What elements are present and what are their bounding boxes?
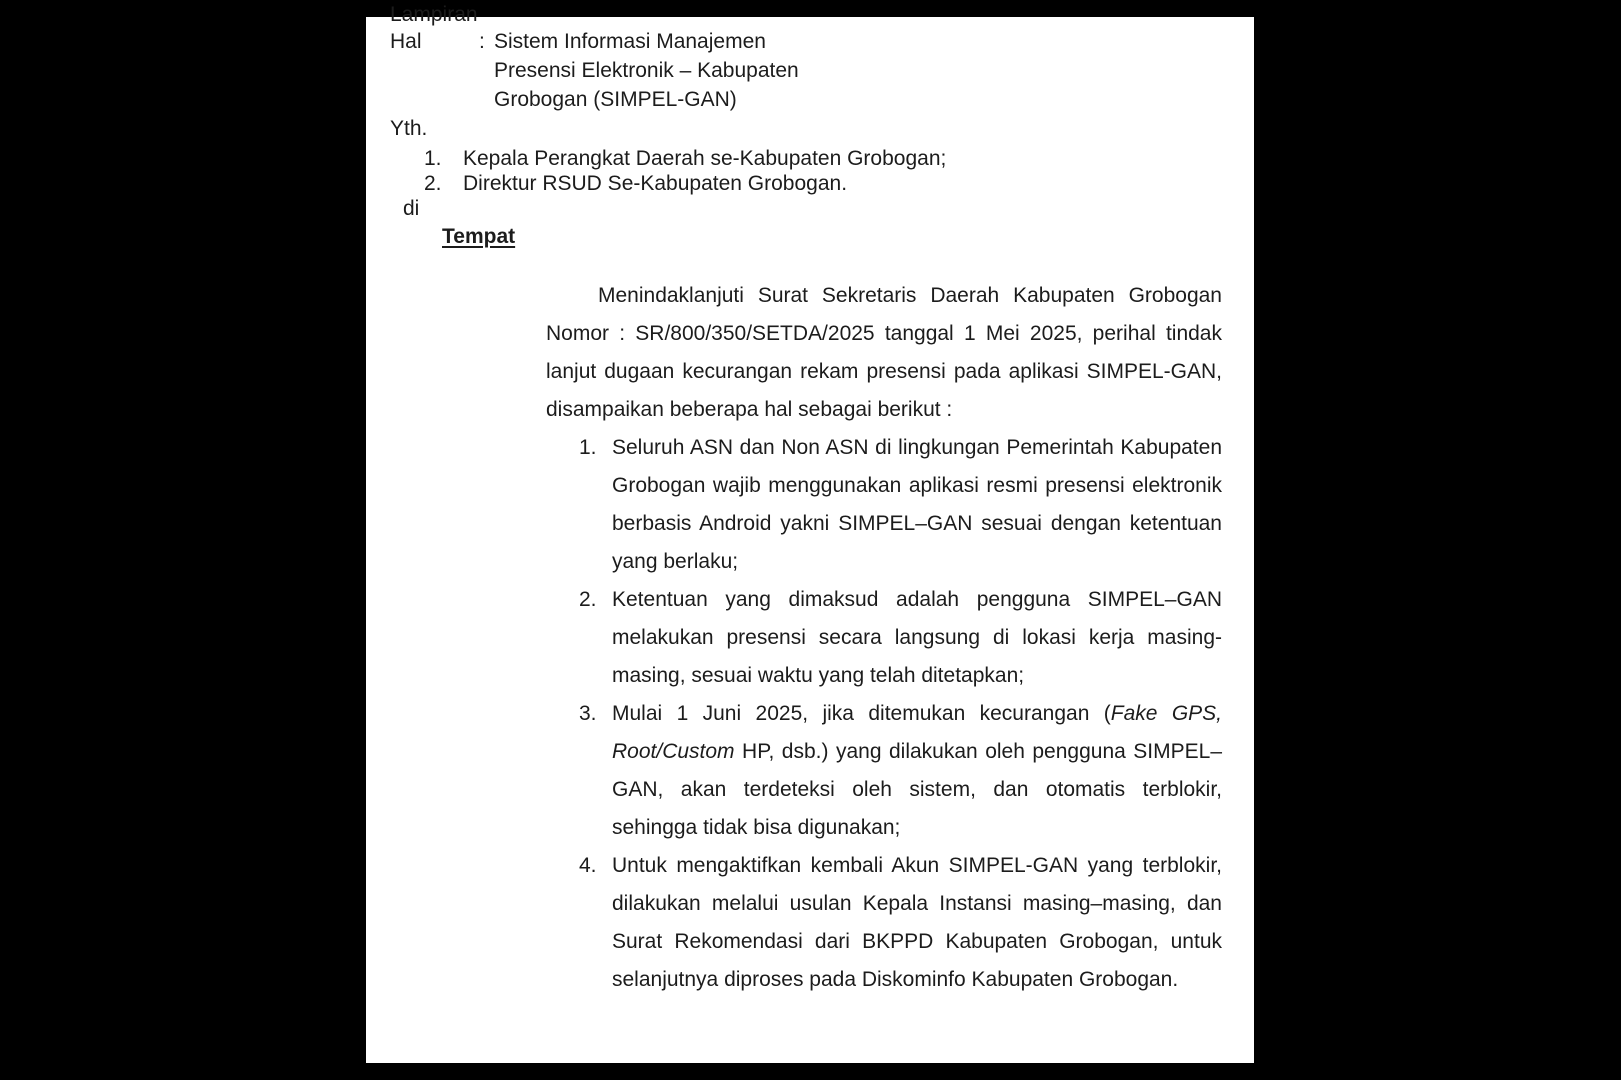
list-item-text-part: Mulai 1 Juni 2025, jika ditemukan kecurangan ( [612,702,1111,725]
list-item-number: 1. [579,436,597,459]
recipient-number: 2. [424,172,442,195]
recipient-number: 1. [424,147,442,170]
list-item-text [612,695,1222,847]
list-item-text-part: HP, dsb.) yang dilakukan oleh pengguna SIMPEL–GAN, akan terdeteksi oleh sistem, dan otomatis terblokir, sehingga tidak bisa digunakan; [612,740,1222,839]
list-item [546,847,1222,999]
tempat-label: Tempat [442,225,516,248]
partial-lampiran-label: Lampiran [390,3,478,26]
list-item-text: Seluruh ASN dan Non ASN di lingkungan Pemerintah Kabupaten Grobogan wajib menggunakan aplikasi resmi presensi elektronik berbasis Android yakni SIMPEL–GAN sesuai dengan ketentuan yang berlaku; [612,436,1222,573]
yth-label: Yth. [390,117,428,140]
recipient-item: Kepala Perangkat Daerah se-Kabupaten Grobogan; [463,147,947,170]
hal-colon: : [479,30,485,53]
list-item-text: Untuk mengaktifkan kembali Akun SIMPEL-GAN yang terblokir, dilakukan melalui usulan Kepala Instansi masing–masing, dan Surat Rekomendasi dari BKPPD Kabupaten Grobogan, untuk selanjutnya diproses pada Diskominfo Kabupaten Grobogan. [612,854,1222,991]
list-item [546,581,1222,695]
list-item [546,429,1222,581]
list-item-italic-text: Fake GPS, Root/Custom [612,702,1222,763]
hal-label: Hal [390,30,422,53]
list-item-number: 4. [579,854,597,877]
letter-page [366,3,1254,1063]
subject-line-2: Presensi Elektronik – Kabupaten [494,59,799,82]
list-item-number: 2. [579,588,597,611]
list-item-text: Ketentuan yang dimaksud adalah pengguna SIMPEL–GAN melakukan presensi secara langsung di lokasi kerja masing-masing, sesuai waktu yang telah ditetapkan; [612,588,1222,687]
intro-paragraph: Menindaklanjuti Surat Sekretaris Daerah Kabupaten Grobogan Nomor : SR/800/350/SETDA/2025 tanggal 1 Mei 2025, perihal tindak lanjut dugaan kecurangan rekam presensi pada aplikasi SIMPEL-GAN, disampaikan beberapa hal sebagai berikut : [546,284,1222,421]
list-item-number: 3. [579,702,597,725]
di-label: di [403,197,420,220]
points-list [546,429,1222,999]
list-item [546,695,1222,847]
recipient-item: Direktur RSUD Se-Kabupaten Grobogan. [463,172,848,195]
subject-line-3: Grobogan (SIMPEL-GAN) [494,88,737,111]
subject-line-1: Sistem Informasi Manajemen [494,30,766,53]
